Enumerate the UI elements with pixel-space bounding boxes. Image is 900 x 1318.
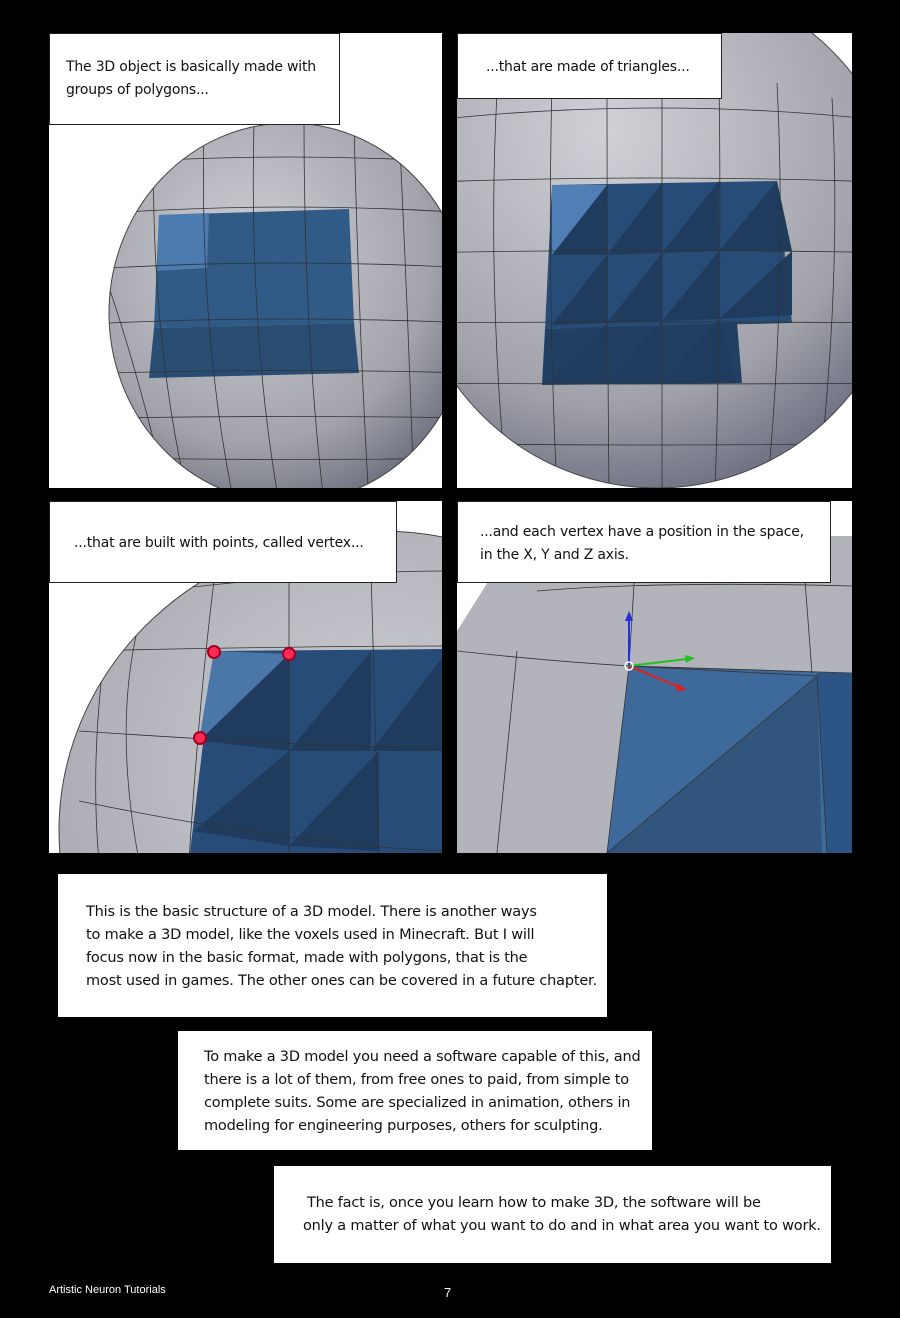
- caption-line: groups of polygons...: [66, 82, 209, 98]
- text-line: focus now in the basic format, made with polygons, that is the: [86, 950, 528, 966]
- text-line: most used in games. The other ones can be covered in a future chapter.: [86, 973, 597, 989]
- page-number: 7: [444, 1285, 452, 1300]
- caption-line: ...and each vertex have a position in the space,: [480, 524, 804, 540]
- panel-caption: [49, 501, 397, 583]
- panel-caption: [457, 501, 831, 583]
- panel-axis: [457, 501, 852, 853]
- text-line: This is the basic structure of a 3D model. There is another ways: [86, 904, 537, 920]
- caption-line: The 3D object is basically made with: [66, 59, 316, 75]
- text-box-software: [178, 1031, 652, 1150]
- caption-line: ...that are made of triangles...: [486, 59, 690, 75]
- text-line: there is a lot of them, from free ones to paid, from simple to: [204, 1072, 629, 1088]
- text-line: to make a 3D model, like the voxels used in Minecraft. But I will: [86, 927, 535, 943]
- caption-line: ...that are built with points, called vertex...: [74, 535, 364, 551]
- panel-triangles: [457, 33, 852, 488]
- text-line: complete suits. Some are specialized in animation, others in: [204, 1095, 631, 1111]
- panel-vertex: [49, 501, 442, 853]
- text-line: The fact is, once you learn how to make 3D, the software will be: [307, 1195, 761, 1211]
- panel-caption: [457, 33, 722, 99]
- text-box-conclusion: [274, 1166, 831, 1263]
- text-box-structure: [58, 874, 607, 1017]
- text-line: only a matter of what you want to do and in what area you want to work.: [303, 1218, 821, 1234]
- caption-line: in the X, Y and Z axis.: [480, 547, 629, 563]
- footer-credit: Artistic Neuron Tutorials: [49, 1284, 166, 1296]
- sphere-triangles-illustration: [457, 33, 852, 488]
- panel-polygons: [49, 33, 442, 488]
- panel-caption: [49, 33, 340, 125]
- text-line: modeling for engineering purposes, others for sculpting.: [204, 1118, 603, 1134]
- text-line: To make a 3D model you need a software capable of this, and: [204, 1049, 641, 1065]
